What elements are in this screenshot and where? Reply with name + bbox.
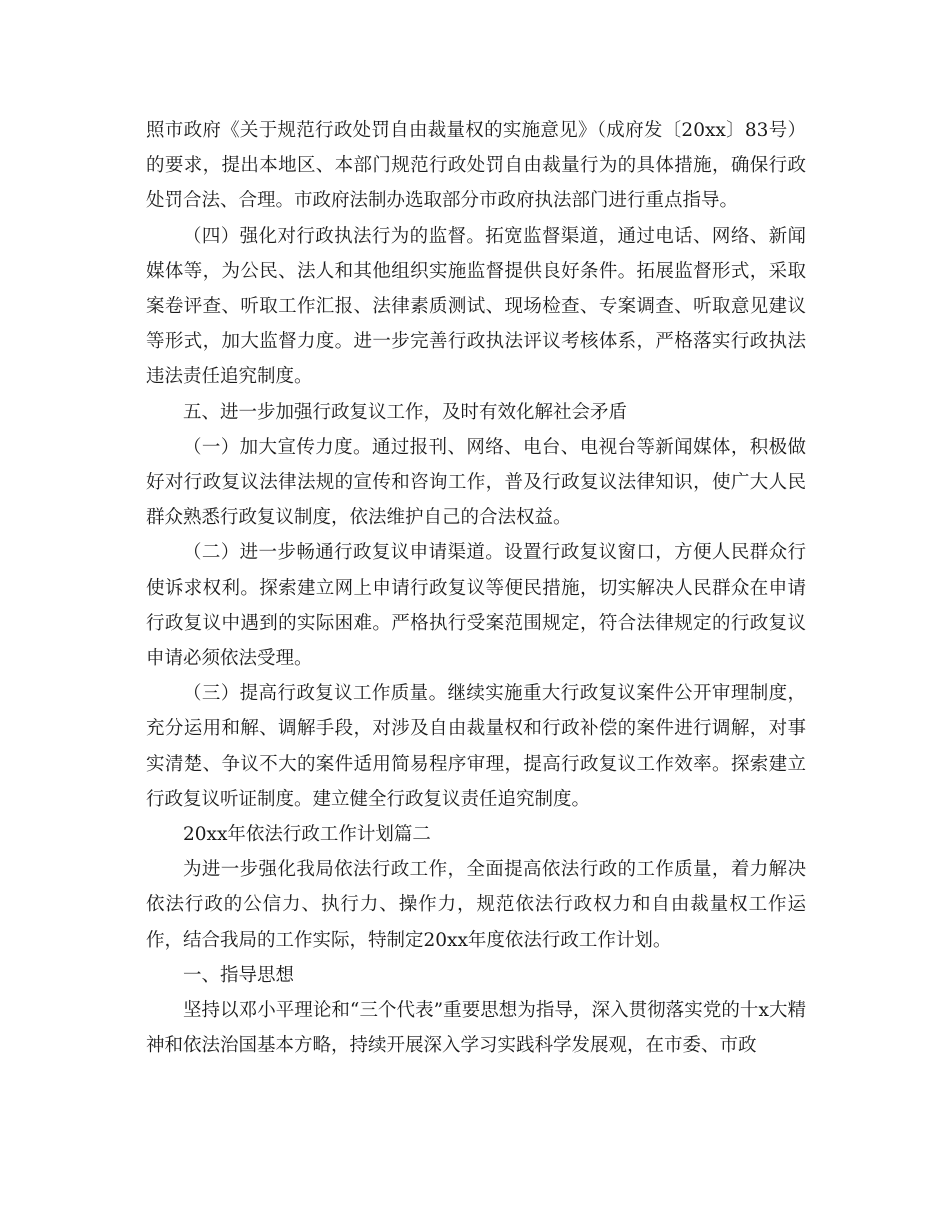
document-body <box>146 113 806 1063</box>
paragraph-channels: （二）进一步畅通行政复议申请渠道。设置行政复议窗口，方便人民群众行使诉求权利。探索建立网上申请行政复议等便民措施，切实解决人民群众在申请行政复议中遇到的实际困难。严格执行受案范围规定，符合法律规定的行政复议申请必须依法受理。 <box>146 542 806 670</box>
section-heading-one: 一、指导思想 <box>183 964 295 986</box>
paragraph-continuation: 照市政府《关于规范行政处罚自由裁量权的实施意见》（成府发〔20xx〕83号）的要求，提出本地区、本部门规范行政处罚自由裁量行为的具体措施，确保行政处罚合法、合理。市政府法制办选取部分市政府执法部门进行重点指导。 <box>146 120 806 212</box>
paragraph-intro: 为进一步强化我局依法行政工作，全面提高依法行政的工作质量，着力解决依法行政的公信力、执行力、操作力，规范依法行政权力和自由裁量权工作运作，结合我局的工作实际，特制定20xx年度依法行政工作计划。 <box>146 859 806 951</box>
paragraph-supervision: （四）强化对行政执法行为的监督。拓宽监督渠道，通过电话、网络、新闻媒体等，为公民、法人和其他组织实施监督提供良好条件。拓展监督形式，采取案卷评查、听取工作汇报、法律素质测试、现场检查、专案调查、听取意见建议等形式，加大监督力度。进一步完善行政执法评议考核体系，严格落实行政执法违法责任追究制度。 <box>146 225 806 388</box>
section-heading-five: 五、进一步加强行政复议工作，及时有效化解社会矛盾 <box>183 401 628 423</box>
document-subtitle: 20xx年依法行政工作计划篇二 <box>183 824 431 846</box>
paragraph-guiding-thought: 坚持以邓小平理论和“三个代表”重要思想为指导，深入贯彻落实党的十x大精神和依法治国基本方略，持续开展深入学习实践科学发展观，在市委、市政 <box>146 1000 806 1057</box>
paragraph-quality: （三）提高行政复议工作质量。继续实施重大行政复议案件公开审理制度，充分运用和解、调解手段，对涉及自由裁量权和行政补偿的案件进行调解，对事实清楚、争议不大的案件适用简易程序审理，提高行政复议工作效率。探索建立行政复议听证制度。建立健全行政复议责任追究制度。 <box>146 683 806 810</box>
paragraph-publicity: （一）加大宣传力度。通过报刊、网络、电台、电视台等新闻媒体，积极做好对行政复议法律法规的宣传和咨询工作，普及行政复议法律知识，使广大人民群众熟悉行政复议制度，依法维护自己的合法权益。 <box>146 436 806 529</box>
